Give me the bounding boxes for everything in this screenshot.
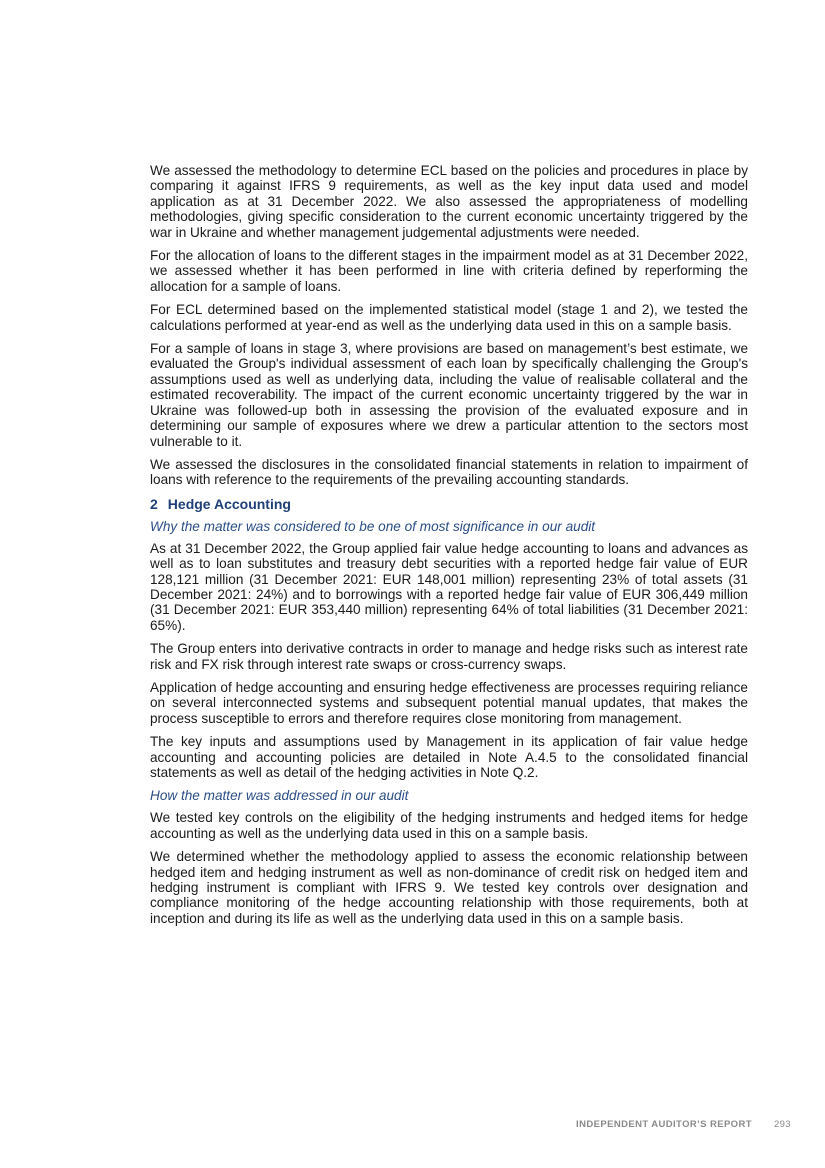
paragraph-derivative-contracts: The Group enters into derivative contracts in order to manage and hedge risks such as interest rate risk and FX risk through interest rate swaps or cross-currency swaps. bbox=[150, 641, 748, 672]
paragraph-key-controls: We tested key controls on the eligibility of the hedging instruments and hedged items for hedge accounting as well as the underlying data used in this on a sample basis. bbox=[150, 810, 748, 841]
paragraph-statistical-model: For ECL determined based on the implemented statistical model (stage 1 and 2), we tested the calculations performed at year-end as well as the underlying data used in this on a sample basis. bbox=[150, 302, 748, 333]
footer-report-title: INDEPENDENT AUDITOR’S REPORT bbox=[576, 1119, 752, 1130]
paragraph-disclosures: We assessed the disclosures in the consolidated financial statements in relation to impairment of loans with reference to the requirements of the prevailing accounting standards. bbox=[150, 456, 748, 488]
subheading-how-addressed: How the matter was addressed in our audit bbox=[150, 788, 409, 804]
section-heading-hedge-accounting bbox=[150, 496, 748, 513]
paragraph-stage-3-loans: For a sample of loans in stage 3, where provisions are based on management’s best estimate, we evaluated the Group's individual assessment of each loan by specifically challenging the Group's assumptions used as well as underlying data, including the value of realisable collateral and the estimated recoverability. The impact of the current economic uncertainty triggered by the war in Ukraine was followed-up both in assessing the provision of the evaluated exposure and in determining our sample of exposures where we drew a particular attention to the sectors most vulnerable to it. bbox=[150, 341, 748, 449]
paragraph-methodology-ifrs9: We determined whether the methodology applied to assess the economic relationship between hedged item and hedging instrument as well as non-dominance of credit risk on hedged item and hedging instrument is compliant with IFRS 9. We tested key controls over designation and compliance monitoring of the hedge accounting relationship with those requirements, both at inception and during its life as well as the underlying data used in this on a sample basis. bbox=[150, 849, 748, 926]
section-number: 2 bbox=[150, 495, 158, 512]
paragraph-key-inputs: The key inputs and assumptions used by Management in its application of fair value hedge accounting and accounting policies are detailed in Note A.4.5 to the consolidated financial statements as well as detail of the hedging activities in Note Q.2. bbox=[150, 734, 748, 780]
section-title: Hedge Accounting bbox=[167, 495, 291, 512]
page-footer bbox=[576, 1119, 791, 1131]
paragraph-stage-allocation: For the allocation of loans to the different stages in the impairment model as at 31 December 2022, we assessed whether it has been performed in line with criteria defined by reperforming the allocation for a sample of loans. bbox=[150, 248, 748, 294]
subheading-why-significant: Why the matter was considered to be one of most significance in our audit bbox=[150, 518, 596, 534]
page-content bbox=[150, 163, 748, 934]
paragraph-ecl-methodology: We assessed the methodology to determine ECL based on the policies and procedures in place by comparing it against IFRS 9 requirements, as well as the key input data used and model application as at 31 December 2022. We also assessed the appropriateness of modelling methodologies, giving specific consideration to the current economic uncertainty triggered by the war in Ukraine and whether management judgemental adjustments were needed. bbox=[150, 163, 748, 240]
page-number: 293 bbox=[773, 1119, 791, 1130]
paragraph-hedge-effectiveness: Application of hedge accounting and ensuring hedge effectiveness are processes requiring reliance on several interconnected systems and subsequent potential manual updates, that makes the process susceptible to errors and therefore requires close monitoring from management. bbox=[150, 679, 748, 726]
paragraph-hedge-fair-value: As at 31 December 2022, the Group applied fair value hedge accounting to loans and advances as well as to loan substitutes and treasury debt securities with a reported hedge fair value of EUR 128,121 million (31 December 2021: EUR 148,001 million) representing 23% of total assets (31 December 2021: 24%) and to borrowings with a reported hedge fair value of EUR 306,449 million (31 December 2021: EUR 353,440 million) representing 64% of total liabilities (31 December 2021: 65%). bbox=[150, 540, 748, 633]
